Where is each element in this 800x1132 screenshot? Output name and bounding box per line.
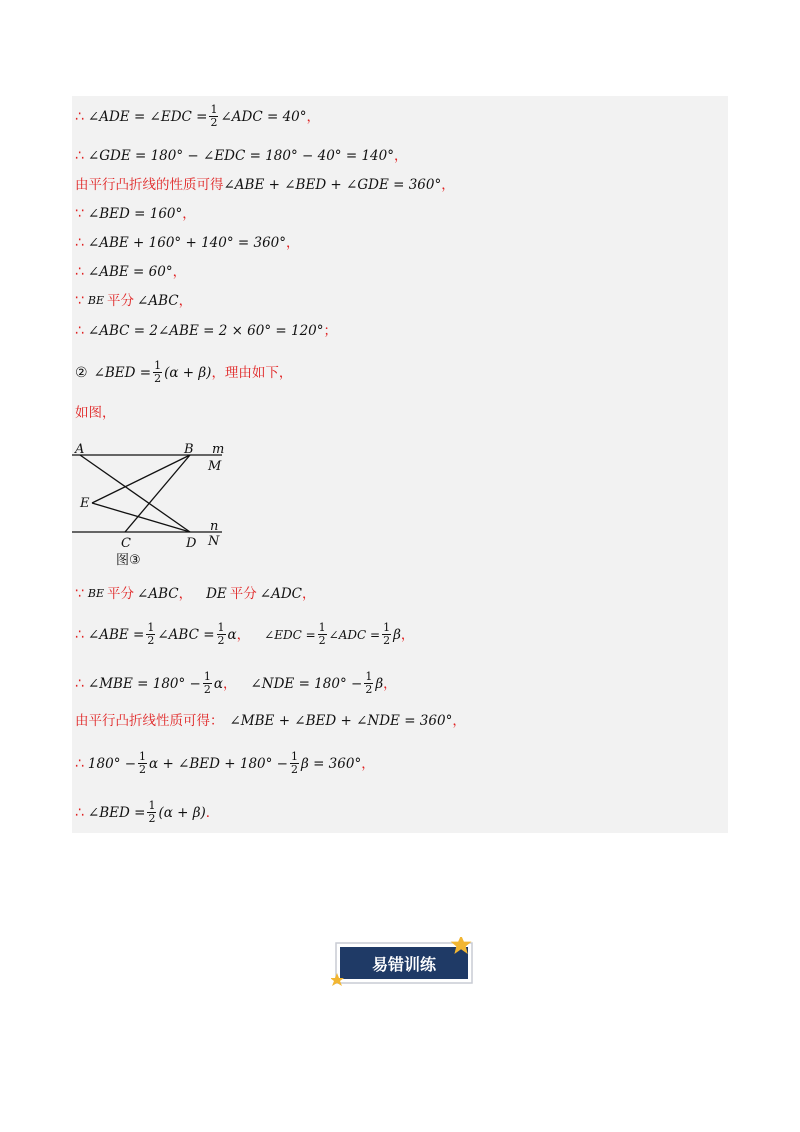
fraction: $\frac{1}{2}$ <box>383 621 391 647</box>
therefore-symbol: ∴ <box>75 626 84 643</box>
therefore-symbol: ∴ <box>75 235 84 251</box>
line-6: ∴ ∠ABE = 60° ， <box>75 264 187 280</box>
line-1: ∴ ∠ADE = ∠EDC = $\frac{1}{2}$ ∠ADC = 40° ， <box>75 103 321 129</box>
line-13: ∴ ∠MBE = 180° − $\frac{1}{2}$ α ， ∠NDE = 180° − $\frac{1}{2}$ β ， <box>75 670 397 696</box>
label-c: C <box>121 536 131 551</box>
line-10: 如图， <box>75 405 116 421</box>
fraction: $\frac{1}{2}$ <box>210 103 218 129</box>
line-15: ∴ 180° − $\frac{1}{2}$ α + ∠BED + 180° − $\frac{1}{2}$ β = 360° ， <box>75 750 375 776</box>
label-b: B <box>184 442 194 457</box>
fraction: $\frac{1}{2}$ <box>318 621 326 647</box>
therefore-symbol: ∴ <box>75 264 84 280</box>
fraction: $\frac{1}{2}$ <box>203 670 211 696</box>
because-symbol: ∵ <box>75 293 84 309</box>
segment-eb <box>92 455 190 503</box>
therefore-symbol: ∴ <box>75 108 84 125</box>
line-8: ∴ ∠ABC = 2∠ABE = 2 × 60° = 120° ； <box>75 323 338 339</box>
fraction: $\frac{1}{2}$ <box>147 621 155 647</box>
figure-3-diagram <box>72 440 232 570</box>
fraction: $\frac{1}{2}$ <box>139 750 147 776</box>
label-d: D <box>186 536 197 551</box>
because-symbol: ∵ <box>75 206 84 222</box>
badge-label: 易错训练 <box>371 955 437 974</box>
fraction: $\frac{1}{2}$ <box>365 670 373 696</box>
therefore-symbol: ∴ <box>75 323 84 339</box>
line-5: ∴ ∠ABE + 160° + 140° = 360° ， <box>75 235 300 251</box>
fraction: $\frac{1}{2}$ <box>290 750 298 776</box>
line-3: 由平行凸折线的性质可得 ∠ABE + ∠BED + ∠GDE = 360° ， <box>75 177 455 193</box>
fraction: $\frac{1}{2}$ <box>217 621 225 647</box>
geometry-figure <box>72 440 232 570</box>
badge-graphic <box>331 937 477 989</box>
line-2: ∴ ∠GDE = 180° − ∠EDC = 180° − 40° = 140° ， <box>75 148 408 164</box>
therefore-symbol: ∴ <box>75 804 84 821</box>
label-n-lower: n <box>210 519 219 534</box>
therefore-symbol: ∴ <box>75 675 84 692</box>
line-16: ∴ ∠BED = $\frac{1}{2}$ (α + β) ． <box>75 799 220 825</box>
line-12: ∴ ∠ABE = $\frac{1}{2}$ ∠ABC = $\frac{1}{2}$ α ， ∠EDC = $\frac{1}{2}$ ∠ADC = $\frac{1}{2}$ β ， <box>75 621 415 647</box>
label-m-lower: m <box>212 442 225 457</box>
line-14: 由平行凸折线性质可得： ∠MBE + ∠BED + ∠NDE = 360° ， <box>75 713 466 729</box>
label-e: E <box>80 496 90 511</box>
line-4: ∵ ∠BED = 160° ， <box>75 206 196 222</box>
fraction: $\frac{1}{2}$ <box>154 359 162 385</box>
because-symbol: ∵ <box>75 586 84 602</box>
label-m-upper: M <box>208 459 222 474</box>
therefore-symbol: ∴ <box>75 148 84 164</box>
line-11: ∵ BE 平分 ∠ABC ， DE 平分 ∠ADC ， <box>75 586 316 602</box>
figure-caption: 图③ <box>116 553 141 568</box>
label-a: A <box>75 442 85 457</box>
therefore-symbol: ∴ <box>75 755 84 772</box>
segment-ed <box>92 503 190 532</box>
section-badge <box>331 937 477 989</box>
line-7: ∵ BE 平分 ∠ABC ， <box>75 293 193 309</box>
line-9: ② ∠BED = $\frac{1}{2}$ (α + β) ，理由如下， <box>75 359 293 385</box>
fraction: $\frac{1}{2}$ <box>148 799 156 825</box>
label-n-upper: N <box>208 534 220 549</box>
